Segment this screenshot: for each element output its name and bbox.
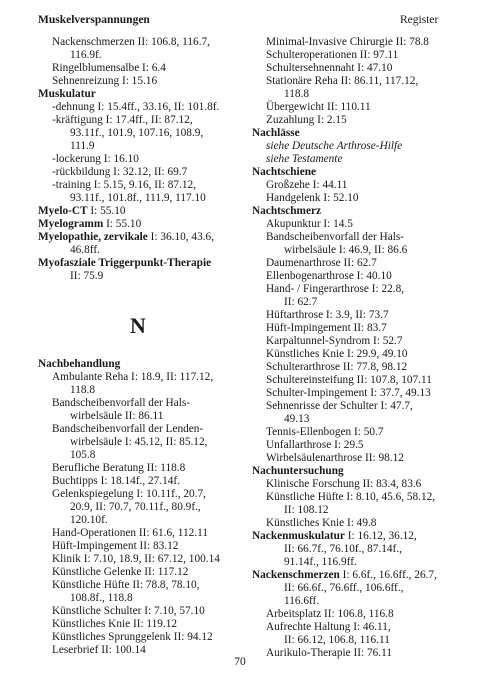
entry-text: II: 66.7f., 76.10f., 87.14f.,: [284, 543, 402, 555]
index-entry: [38, 166, 238, 179]
index-heading: [252, 530, 457, 543]
index-entry: [252, 244, 457, 257]
index-entry: [252, 608, 457, 621]
index-heading: [38, 231, 238, 244]
entry-text: Nachlässe: [252, 127, 300, 139]
index-heading: [252, 569, 457, 582]
index-entry: [252, 283, 457, 296]
entry-text: Nackenschmerzen: [252, 569, 340, 581]
entry-text: Arbeitsplatz II: 106.8, 116.8: [266, 608, 394, 620]
entry-text: Karpaltunnel-Syndrom I: 52.7: [266, 335, 403, 347]
index-entry: [38, 114, 238, 127]
entry-text: Großzehe I: 44.11: [266, 179, 348, 191]
entry-text: Zuzahlung I: 2.15: [266, 114, 347, 126]
entry-text: 46.8ff.: [70, 244, 100, 256]
entry-text: Ambulante Reha I: 18.9, II: 117.12,: [52, 371, 214, 383]
entry-text: Myofasziale Triggerpunkt-Therapie: [38, 257, 212, 269]
entry-text: Hand- / Fingerarthrose I: 22.8,: [266, 283, 405, 295]
entry-text: Nachuntersuchung: [252, 465, 344, 477]
entry-text: Nackenschmerzen II: 106.8, 116.7,: [52, 36, 210, 48]
index-entry: [38, 514, 238, 527]
index-entry: [252, 75, 457, 88]
entry-text: Bandscheibenvorfall der Hals-: [52, 397, 191, 409]
entry-text: Künstliches Knie II: 119.12: [52, 618, 178, 630]
index-entry: [252, 452, 457, 465]
index-entry: [38, 371, 238, 384]
index-entry: [252, 231, 457, 244]
index-entry: [38, 423, 238, 436]
entry-text: -rückbildung I: 32.12, II: 69.7: [52, 166, 188, 178]
index-entry: [38, 127, 238, 140]
index-heading: [38, 218, 238, 231]
entry-text: Klinik I: 7.10, 18.9, II: 67.12, 100.14: [52, 553, 220, 565]
entry-text: Schulterarthrose II: 77.8, 98.12: [266, 361, 408, 373]
index-entry: [252, 413, 457, 426]
section-letter: N: [130, 313, 146, 338]
index-entry: [38, 436, 238, 449]
entry-text: -kräftigung I: 17.4ff., II: 87.12,: [52, 114, 193, 126]
entry-text: Künstliches Sprunggelenk II: 94.12: [52, 631, 213, 643]
index-entry: [38, 488, 238, 501]
entry-text: Akupunktur I: 14.5: [266, 218, 353, 230]
entry-references: I: 16.12, 36.12,: [344, 530, 417, 542]
entry-text: Nachtschiene: [252, 166, 317, 178]
entry-text: siehe Deutsche Arthrose-Hilfe: [266, 140, 403, 152]
entry-text: Gelenkspiegelung I: 10.11f., 20.7,: [52, 488, 206, 500]
entry-text: Ellenbogenarthrose I: 40.10: [266, 270, 392, 282]
index-entry: [38, 618, 238, 631]
entry-text: Aurikulo-Therapie II: 76.11: [266, 647, 393, 659]
entry-text: Hüftarthrose I: 3.9, II: 73.7: [266, 309, 389, 321]
index-heading: [38, 358, 238, 371]
index-entry: [252, 322, 457, 335]
entry-text: 116.6ff.: [284, 595, 320, 607]
index-entry: [252, 62, 457, 75]
entry-text: Hüft-Impingement II: 83.7: [266, 322, 387, 334]
index-entry: [252, 621, 457, 634]
index-entry: [38, 501, 238, 514]
entry-references: I: 6.6f., 16.6ff., 26.7,: [339, 569, 437, 581]
entry-text: -lockerung I: 16.10: [52, 153, 139, 165]
entry-text: Schultersehnennaht I: 47.10: [266, 62, 393, 74]
index-entry: [252, 400, 457, 413]
index-entry: [252, 387, 457, 400]
entry-text: Buchtipps I: 18.14f., 27.14f.: [52, 475, 181, 487]
entry-text: -training I: 5.15, 9.16, II: 87.12,: [52, 179, 197, 191]
entry-text: 116.9f.: [70, 49, 102, 61]
entry-text: Schultereinsteifung II: 107.8, 107.11: [266, 374, 432, 386]
index-entry: [252, 218, 457, 231]
index-entry: [252, 179, 457, 192]
index-entry: [252, 439, 457, 452]
index-entry: [252, 101, 457, 114]
entry-text: Nachbehandlung: [38, 358, 121, 370]
index-entry: [252, 192, 457, 205]
index-heading: [38, 257, 238, 270]
index-entry: [38, 410, 238, 423]
entry-text: siehe Testamente: [266, 153, 343, 165]
entry-text: 93.11f., 101.9, 107.16, 108.9,: [70, 127, 204, 139]
entry-text: Myelopathie, zervikale: [38, 231, 148, 243]
index-entry: [38, 49, 238, 62]
entry-text: Hand-Operationen II: 61.6, 112.11: [52, 527, 209, 539]
entry-text: 93.11f., 101.8f., 111.9, 117.10: [70, 192, 206, 204]
index-entry: [38, 540, 238, 553]
index-entry: [252, 114, 457, 127]
entry-text: Berufliche Beratung II: 118.8: [52, 462, 186, 474]
entry-text: 118.8: [284, 88, 309, 100]
index-heading: [252, 205, 457, 218]
entry-text: 108.8f., 118.8: [70, 592, 133, 604]
index-entry: [252, 257, 457, 270]
index-heading: [252, 465, 457, 478]
index-entry: [38, 475, 238, 488]
index-entry: [252, 36, 457, 49]
index-entry: [38, 36, 238, 49]
index-entry: [38, 605, 238, 618]
entry-text: wirbelsäule I: 45.12, II: 85.12,: [70, 436, 208, 448]
entry-text: II: 108.12: [284, 504, 329, 516]
entry-text: Nachtschmerz: [252, 205, 322, 217]
index-entry: [38, 140, 238, 153]
index-entry: [252, 595, 457, 608]
entry-text: Künstliches Knie I: 29.9, 49.10: [266, 348, 408, 360]
entry-text: Handgelenk I: 52.10: [266, 192, 359, 204]
index-column-left: [38, 36, 238, 657]
entry-text: Muskulatur: [38, 88, 96, 100]
index-entry: [38, 192, 238, 205]
entry-text: Künstliche Hüfte II: 78.8, 78.10,: [52, 579, 200, 591]
entry-text: Minimal-Invasive Chirurgie II: 78.8: [266, 36, 429, 48]
index-entry: [38, 579, 238, 592]
index-entry: [38, 397, 238, 410]
index-entry: [38, 527, 238, 540]
index-entry: [252, 478, 457, 491]
index-column-right: [252, 36, 457, 660]
index-heading: [252, 166, 457, 179]
entry-text: Schulter-Impingement I: 37.7, 49.13: [266, 387, 431, 399]
entry-text: Nackenmuskulatur: [252, 530, 345, 542]
entry-text: 20.9, II: 70.7, 70.11f., 80.9f.,: [70, 501, 201, 513]
index-entry: [252, 361, 457, 374]
index-entry: [38, 270, 238, 283]
section-spacer: [38, 283, 238, 292]
entry-text: Künstliche Hüfte I: 8.10, 45.6, 58.12,: [266, 491, 436, 503]
entry-text: Stationäre Reha II: 86.11, 117.12,: [266, 75, 419, 87]
entry-text: 105.8: [70, 449, 96, 461]
index-entry: [252, 543, 457, 556]
index-entry: [38, 449, 238, 462]
index-entry: [252, 49, 457, 62]
entry-text: Bandscheibenvorfall der Hals-: [266, 231, 405, 243]
entry-text: Übergewicht II: 110.11: [266, 101, 371, 113]
entry-text: II: 62.7: [284, 296, 318, 308]
entry-text: 49.13: [284, 413, 310, 425]
entry-text: Unfallarthrose I: 29.5: [266, 439, 364, 451]
index-entry: [252, 270, 457, 283]
index-entry: [38, 75, 238, 88]
index-heading: [38, 205, 238, 218]
entry-text: 111.9: [70, 140, 95, 152]
index-heading: [38, 88, 238, 101]
index-entry: [252, 634, 457, 647]
index-entry: [38, 592, 238, 605]
index-entry: [252, 88, 457, 101]
index-entry: [38, 462, 238, 475]
entry-text: Ringelblumensalbe I: 6.4: [52, 62, 166, 74]
entry-references: I: 55.10: [103, 218, 142, 230]
entry-text: Tennis-Ellenbogen I: 50.7: [266, 426, 384, 438]
entry-text: Myelogramm: [38, 218, 104, 230]
index-entry: [252, 582, 457, 595]
entry-text: Schulteroperationen II: 97.11: [266, 49, 399, 61]
entry-text: wirbelsäule II: 86.11: [70, 410, 164, 422]
entry-text: Leserbrief II: 100.14: [52, 644, 146, 656]
index-entry: [252, 140, 457, 153]
entry-text: wirbelsäule I: 46.9, II: 86.6: [284, 244, 408, 256]
entry-text: II: 75.9: [70, 270, 104, 282]
entry-text: II: 66.12, 106.8, 116.11: [284, 634, 390, 646]
index-entry: [252, 335, 457, 348]
entry-text: Myelo-CT: [38, 205, 88, 217]
entry-text: 118.8: [70, 384, 95, 396]
index-heading: [252, 127, 457, 140]
entry-references: I: 55.10: [87, 205, 126, 217]
entry-text: 91.14f., 116.9ff.: [284, 556, 357, 568]
entry-text: 120.10f.: [70, 514, 108, 526]
entry-text: Hüft-Impingement II: 83.12: [52, 540, 179, 552]
index-entry: [38, 153, 238, 166]
running-header-right: Register: [400, 14, 439, 26]
index-entry: [38, 179, 238, 192]
index-entry: [252, 374, 457, 387]
index-entry: [252, 517, 457, 530]
entry-text: Künstliches Knie I: 49.8: [266, 517, 377, 529]
entry-text: Künstliche Schulter I: 7.10, 57.10: [52, 605, 205, 617]
index-entry: [38, 631, 238, 644]
index-entry: [38, 244, 238, 257]
entry-references: I: 36.10, 43.6,: [147, 231, 215, 243]
index-entry: [38, 553, 238, 566]
entry-text: Klinische Forschung II: 83.4, 83.6: [266, 478, 422, 490]
entry-text: -dehnung I: 15.4ff., 33.16, II: 101.8f.: [52, 101, 220, 113]
index-entry: [252, 348, 457, 361]
index-entry: [252, 556, 457, 569]
entry-text: Sehnenrisse der Schulter I: 47.7,: [266, 400, 413, 412]
index-entry: [38, 566, 238, 579]
page-number: 70: [234, 656, 246, 668]
index-entry: [252, 153, 457, 166]
index-entry: [252, 504, 457, 517]
index-entry: [38, 384, 238, 397]
index-entry: [252, 491, 457, 504]
entry-text: Wirbelsäulenarthrose II: 98.12: [266, 452, 404, 464]
entry-text: Bandscheibenvorfall der Lenden-: [52, 423, 204, 435]
entry-text: Aufrechte Haltung I: 46.11,: [266, 621, 391, 633]
index-entry: [252, 296, 457, 309]
entry-text: Daumenarthrose II: 62.7: [266, 257, 377, 269]
entry-text: Künstliche Gelenke II: 117.12: [52, 566, 189, 578]
entry-text: Sehnenreizung I: 15.16: [52, 75, 158, 87]
index-entry: [252, 309, 457, 322]
entry-text: II: 66.6f., 76.6ff., 106.6ff.,: [284, 582, 404, 594]
index-entry: [38, 101, 238, 114]
index-entry: [252, 426, 457, 439]
running-header-left: Muskelverspannungen: [38, 14, 150, 26]
index-entry: [38, 62, 238, 75]
